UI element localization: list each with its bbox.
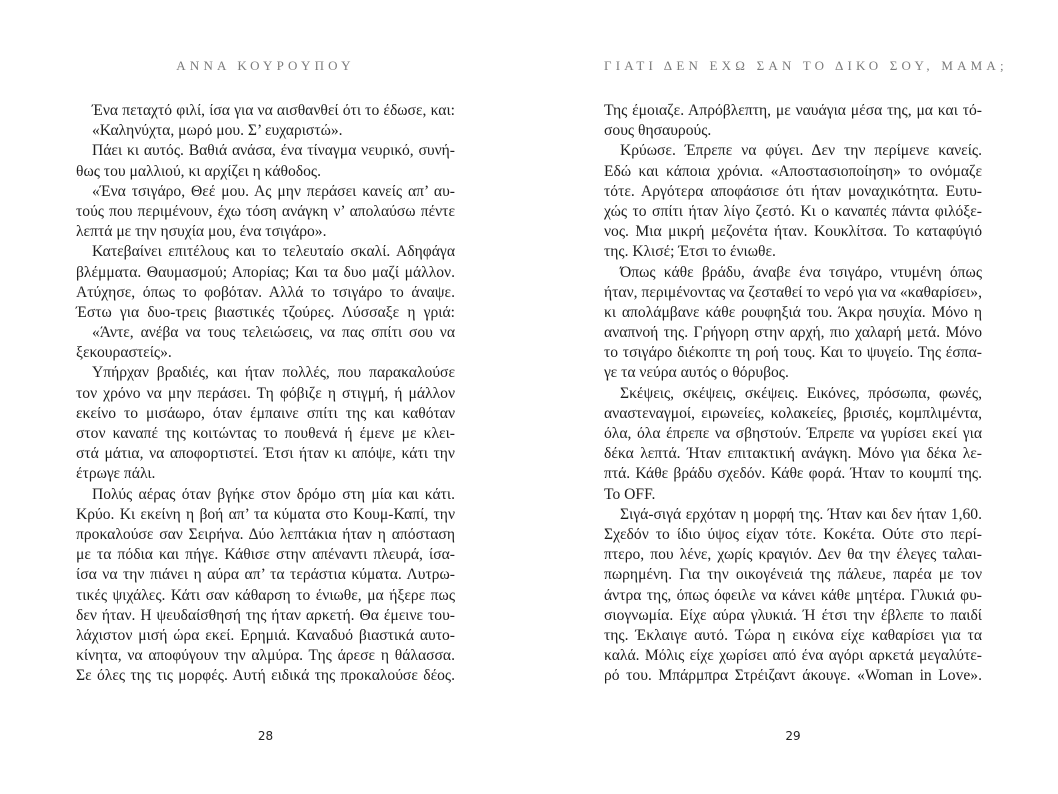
text-line: έτρωγε πάλι. (76, 465, 156, 483)
page-number: 28 (257, 729, 274, 743)
text-line: λεπτά με την ησυχία μου, ένα τσιγάρο». (76, 223, 327, 241)
text-line: της. Κλισέ; Έτσι το ένιωθε. (604, 243, 776, 261)
text-line: τικές ψιχάλες. Κάτι σαν κάθαρση το ένιωθε, μα ήξερε πως (76, 586, 455, 604)
right-page (604, 0, 1008, 794)
text-line: νος. Μια μικρή μεζονέτα ήταν. Κουκλίτσα. Το καταφύγιό (604, 223, 982, 241)
text-line: χώς το σπίτι ήταν λίγο ζεστό. Κι ο καναπές πάντα φιλόξε- (604, 202, 982, 220)
text-line: εκείνο το μισάωρο, όταν έμπαινε σπίτι της και καθόταν (76, 404, 455, 422)
text-line: ρό του. Μπάρμπρα Στρέιζαντ άκουγε. «Woman in Love». (604, 667, 982, 685)
text-line: λάχιστον μισή ώρα εκεί. Ερημιά. Καναδυό βιαστικά αυτο- (76, 626, 455, 644)
text-line: τότε. Αργότερα αποφάσισε ότι ήταν μοναχικότητα. Ευτυ- (604, 182, 982, 200)
text-line: Όπως κάθε βράδυ, άναβε ένα τσιγάρο, ντυμένη όπως (620, 263, 982, 281)
text-line: τούς που περιμένουν, έχω τόση ανάγκη ν’ απολαύσω πέντε (76, 202, 455, 220)
text-line: Κατεβαίνει επιτέλους και το τελευταίο σκαλί. Αδηφάγα (92, 243, 455, 261)
text-line: τον χρόνο να μην περάσει. Τη φόβιζε η στιγμή, ή μάλλον (76, 384, 455, 402)
text-line: Έστω για δυο-τρεις βιαστικές τζούρες. Λύσσαξε η γριά: (76, 303, 455, 321)
text-line: πωρημένη. Για την οικογένειά της πάλευε, παρέα με τον (604, 566, 982, 584)
text-line: Πολύς αέρας όταν βγήκε στον δρόμο στη μία και κάτι. (92, 485, 455, 503)
text-line: πτά. Κάθε βράδυ σχεδόν. Κάθε φορά. Ήταν το κουμπί της. (604, 465, 982, 483)
text-line: βλέμματα. Θαυμασμού; Απορίας; Και τα δυο μαζί μάλλον. (76, 263, 455, 281)
text-line: όλα, όλα έπρεπε να σβηστούν. Έπρεπε να γυρίσει εκεί για (604, 425, 982, 442)
text-line: προκαλούσε σαν Σειρήνα. Δύο λεπτάκια ήταν η απόσταση (76, 525, 455, 543)
text-line: Εδώ και κάποια χρόνια. «Αποστασιοποίηση» το ονόμαζε (604, 162, 982, 180)
text-line: Σε όλες της τις μορφές. Αυτή ειδικά της προκαλούσε δέος. (76, 667, 455, 685)
text-line: ίσα να την πιάνει η αύρα απ’ τα τεράστια κύματα. Λυτρω- (76, 566, 455, 584)
page-number: 29 (785, 729, 801, 743)
text-line: Σιγά-σιγά ερχόταν η μορφή της. Ήταν και δεν ήταν 1,60. (620, 505, 982, 523)
running-head-title: ΓΙΑΤΙ ΔΕΝ ΕΧΩ ΣΑΝ ΤΟ ΔΙΚΟ ΣΟΥ, ΜΑΜΑ; (604, 58, 1008, 73)
text-line: γε τα νεύρα αυτός ο θόρυβος. (604, 364, 789, 382)
text-line: Υπήρχαν βραδιές, και ήταν πολλές, που παρακαλούσε (92, 364, 455, 382)
text-line: της. Έκλαιγε αυτό. Τώρα η εικόνα είχε καθαρίσει για τα (604, 626, 982, 644)
text-line: «Καληνύχτα, μωρό μου. Σ’ ευχαριστώ». (92, 122, 343, 140)
text-line: αναπνοή της. Γρήγορη στην αρχή, πιο χαλαρή μετά. Μόνο (604, 324, 982, 342)
text-line: στά μάτια, να αποφορτιστεί. Έτσι ήταν κι απόψε, κάτι την (76, 445, 455, 463)
text-line: κίνητα, να αποφύγουν την αλμύρα. Της άρεσε η θάλασσα. (76, 647, 455, 665)
text-line: Της έμοιαζε. Απρόβλεπτη, με ναυάγια μέσα της, μα και τό- (604, 102, 982, 119)
text-line: Κρύωσε. Έπρεπε να φύγει. Δεν την περίμενε κανείς. (620, 142, 982, 160)
running-head-author: ΑΝΝΑ ΚΟΥΡΟΥΠΟΥ (176, 58, 355, 73)
text-line: ξεκουραστείς». (76, 344, 172, 362)
text-line: Σκέψεις, σκέψεις, σκέψεις. Εικόνες, πρόσωπα, φωνές, (620, 384, 982, 402)
body-text (76, 101, 455, 686)
text-line: Το OFF. (604, 485, 656, 503)
text-line: άντρα της, όπως όφειλε να κάνει κάθε μητέρα. Γλυκιά φυ- (604, 586, 982, 604)
text-line: ήταν, περιμένοντας να ζεσταθεί το νερό για να «καθαρίσει», (604, 283, 982, 301)
text-line: Πάει κι αυτός. Βαθιά ανάσα, ένα τίναγμα νευρικό, συνή- (92, 142, 455, 160)
text-line: «Ένα τσιγάρο, Θεέ μου. Ας μην περάσει κανείς απ’ αυ- (92, 182, 455, 200)
text-line: το τσιγάρο διέκοπτε τη ροή τους. Και το ψυγείο. Της έσπα- (604, 344, 982, 362)
text-line: δέκα λεπτά. Ήταν επιτακτική ανάγκη. Μόνο για δέκα λε- (604, 445, 982, 463)
text-line: Ένα πεταχτό φιλί, ίσα για να αισθανθεί ότι το έδωσε, και: (92, 102, 455, 119)
text-line: σους θησαυρούς. (604, 122, 712, 140)
text-line: αναστεναγμοί, ειρωνείες, κολακείες, βρισιές, κομπλιμέντα, (604, 404, 982, 422)
text-line: θως του μαλλιού, κι αρχίζει η κάθοδος. (76, 162, 322, 180)
text-line: πτερο, που λένε, χωρίς κραγιόν. Δεν θα την έλεγες ταλαι- (604, 546, 982, 564)
text-line: στον καναπέ της κοιτώντας το πουθενά ή έμενε με κλει- (76, 425, 455, 442)
text-line: καλά. Μόλις είχε χωρίσει από ένα αγόρι αρκετά μεγαλύτε- (604, 647, 982, 665)
text-line: Σχεδόν το ίδιο ύψος είχαν τότε. Κοκέτα. Ούτε στο περί- (604, 525, 982, 543)
body-text (604, 101, 982, 686)
text-line: Ατύχησε, όπως το φοβόταν. Αλλά το τσιγάρο το άναψε. (76, 283, 455, 301)
left-page (76, 0, 455, 794)
text-line: κι απολάμβανε κάθε ρουφηξιά του. Άκρα ησυχία. Μόνο η (604, 303, 982, 321)
text-line: Κρύο. Κι εκείνη η βοή απ’ τα κύματα στο Κουμ-Καπί, την (76, 505, 455, 523)
text-line: σιογνωμία. Είχε αύρα γλυκιά. Ή έτσι την έβλεπε το παιδί (604, 606, 982, 624)
text-line: δεν ήταν. Η ψευδαίσθησή της ήταν αρκετή. Θα έμεινε του- (76, 606, 455, 624)
text-line: «Άντε, ανέβα να τους τελειώσεις, να πας σπίτι σου να (92, 324, 455, 342)
text-line: με τα πόδια και πήγε. Κάθισε στην απέναντι πλευρά, ίσα- (76, 546, 455, 564)
